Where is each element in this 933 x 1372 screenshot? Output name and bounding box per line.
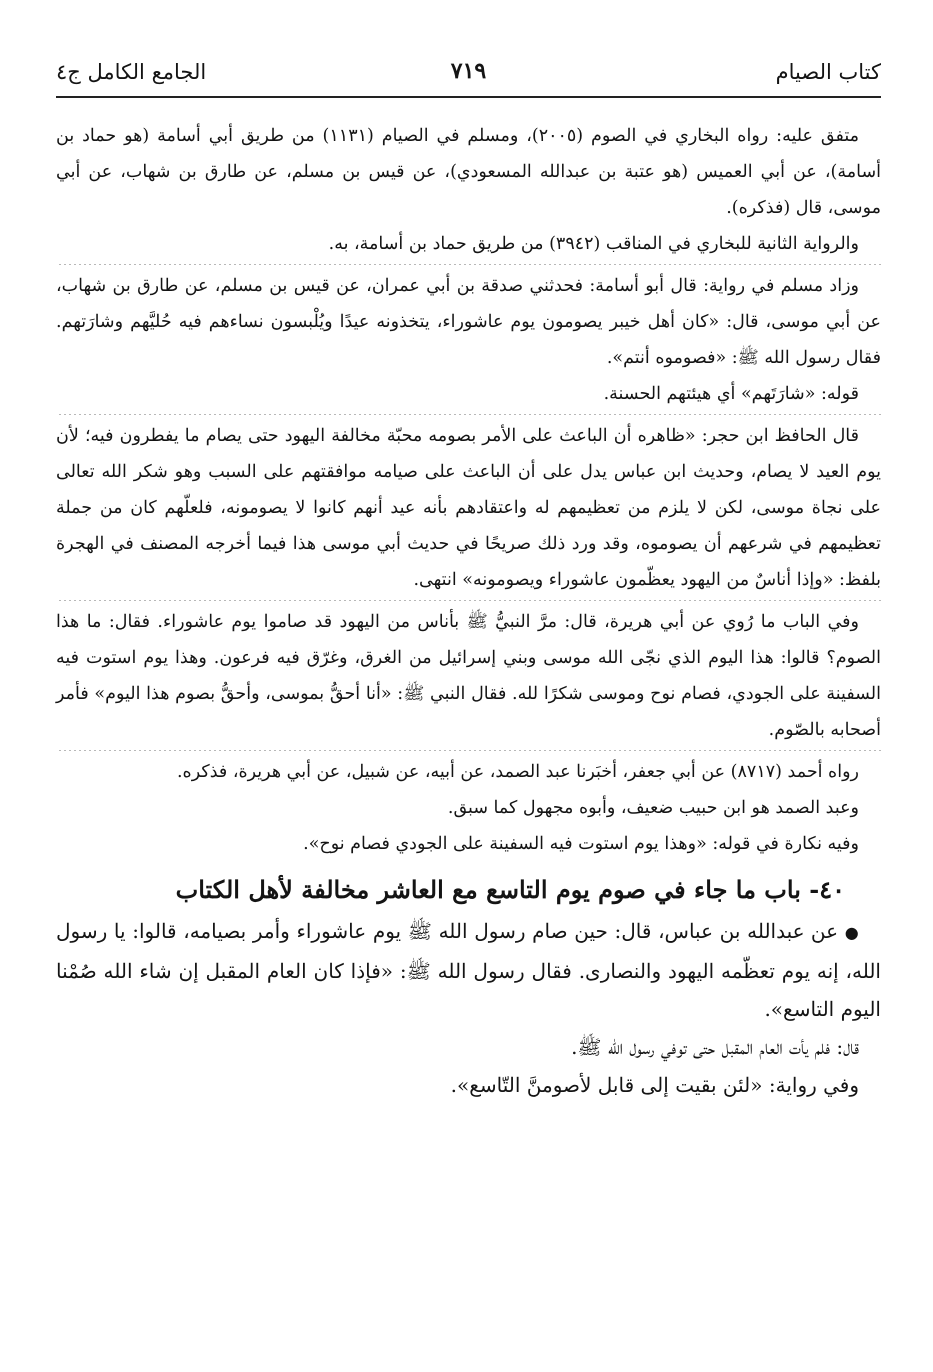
footnote-paragraph: والرواية الثانية للبخاري في المناقب (٣٩٤٢) من طريق حماد بن أسامة، به. (328, 234, 859, 254)
hadith-paragraph (56, 912, 881, 1028)
dotted-divider (56, 414, 881, 415)
dotted-divider (56, 264, 881, 265)
footnote-paragraph: وزاد مسلم في رواية: قال أبو أسامة: فحدثني صدقة بن أبي عمران، عن قيس بن مسلم، عن طارق بن شهاب، عن أبي موسى، قال: «كان أهل خيبر يصومون يوم عاشوراء، يتخذونه عيدًا ويُلْبسون نساءهم فيه حُليَّهم وشارَتهم. فقال رسول الله ﷺ: «فصوموه أنتم». (56, 276, 881, 368)
dotted-divider (56, 600, 881, 601)
hadith-paragraph: قال: فلم يأت العام المقبل حتى توفي رسول الله ﷺ. (571, 1035, 859, 1059)
footnote-paragraph: قوله: «شارَتَهم» أي هيئتهم الحسنة. (603, 384, 859, 404)
chapter-heading: ٤٠- باب ما جاء في صوم يوم التاسع مع العاشر مخالفة لأهل الكتاب (175, 875, 845, 904)
footnote-paragraph: وفيه نكارة في قوله: «وهذا يوم استوت فيه السفينة على الجودي فصام نوح». (303, 834, 859, 854)
dotted-divider (56, 750, 881, 751)
footnote-paragraph: وعبد الصمد هو ابن حبيب ضعيف، وأبوه مجهول كما سبق. (447, 798, 859, 818)
footnote-paragraph: قال الحافظ ابن حجر: «ظاهره أن الباعث على الأمر بصومه محبّة مخالفة اليهود حتى يصام ما يفطرون فيه؛ لأن يوم العيد لا يصام، وحديث ابن عباس يدل على أن الباعث على صيامه موافقتهم على السبب وهو شكر الله تعالى على نجاة موسى، لكن لا يلزم من تعظيمهم له واعتقادهم بأنه عيد أنهم كانوا لا يصومونه، فلعلّهم كان من جملة تعظيمهم في شرعهم أن يصوموه، وقد ورد ذلك صريحًا في حديث أبي موسى هذا فيما أخرجه المصنف في الهجرة بلفظ: «وإذا أناسٌ من اليهود يعظّمون عاشوراء ويصومونه» انتهى. (56, 426, 881, 590)
footnote-paragraph: متفق عليه: رواه البخاري في الصوم (٢٠٠٥)، ومسلم في الصيام (١١٣١) من طريق أبي أسامة (هو حماد بن أسامة)، عن أبي العميس (هو عتبة بن عبدالله المسعودي)، عن قيس بن مسلم، عن طارق بن شهاب، عن أبي موسى، قال (فذكره). (56, 126, 881, 218)
volume-title: الجامع الكامل ج٤ (56, 60, 207, 84)
book-title: كتاب الصيام (775, 60, 881, 84)
bullet-icon: ● (844, 923, 860, 942)
footnote-paragraph: وفي الباب ما رُوي عن أبي هريرة، قال: مرَّ النبيُّ ﷺ بأناس من اليهود قد صاموا يوم عاشوراء. فقال: ما هذا الصوم؟ قالوا: هذا اليوم الذي نجّى الله موسى وبني إسرائيل من الغرق، وغرّق فيه فرعون. وهذا يوم استوت فيه السفينة على الجودي، فصام نوح وموسى شكرًا لله. فقال النبي ﷺ: «أنا أحقُّ بموسى، وأحقُّ بصوم هذا اليوم» فأمر أصحابه بالصّوم. (56, 612, 881, 740)
page-header (56, 52, 881, 98)
page-body (56, 118, 881, 1104)
footnote-paragraph: رواه أحمد (٨٧١٧) عن أبي جعفر، أخبَرنا عبد الصمد، عن أبيه، عن شبيل، عن أبي هريرة، فذكره. (176, 762, 859, 782)
hadith-paragraph: وفي رواية: «لئن بقيت إلى قابل لأصومنَّ التّاسع». (450, 1073, 859, 1097)
hadith-text: عن عبدالله بن عباس، قال: حين صام رسول الله ﷺ يوم عاشوراء وأمر بصيامه، قالوا: يا رسول الله، إنه يوم تعظّمه اليهود والنصارى. فقال رسول الله ﷺ: «فإذا كان العام المقبل إن شاء الله صُمْنا اليوم التاسع». (56, 919, 881, 1021)
page-number: ٧١٩ (450, 58, 487, 84)
